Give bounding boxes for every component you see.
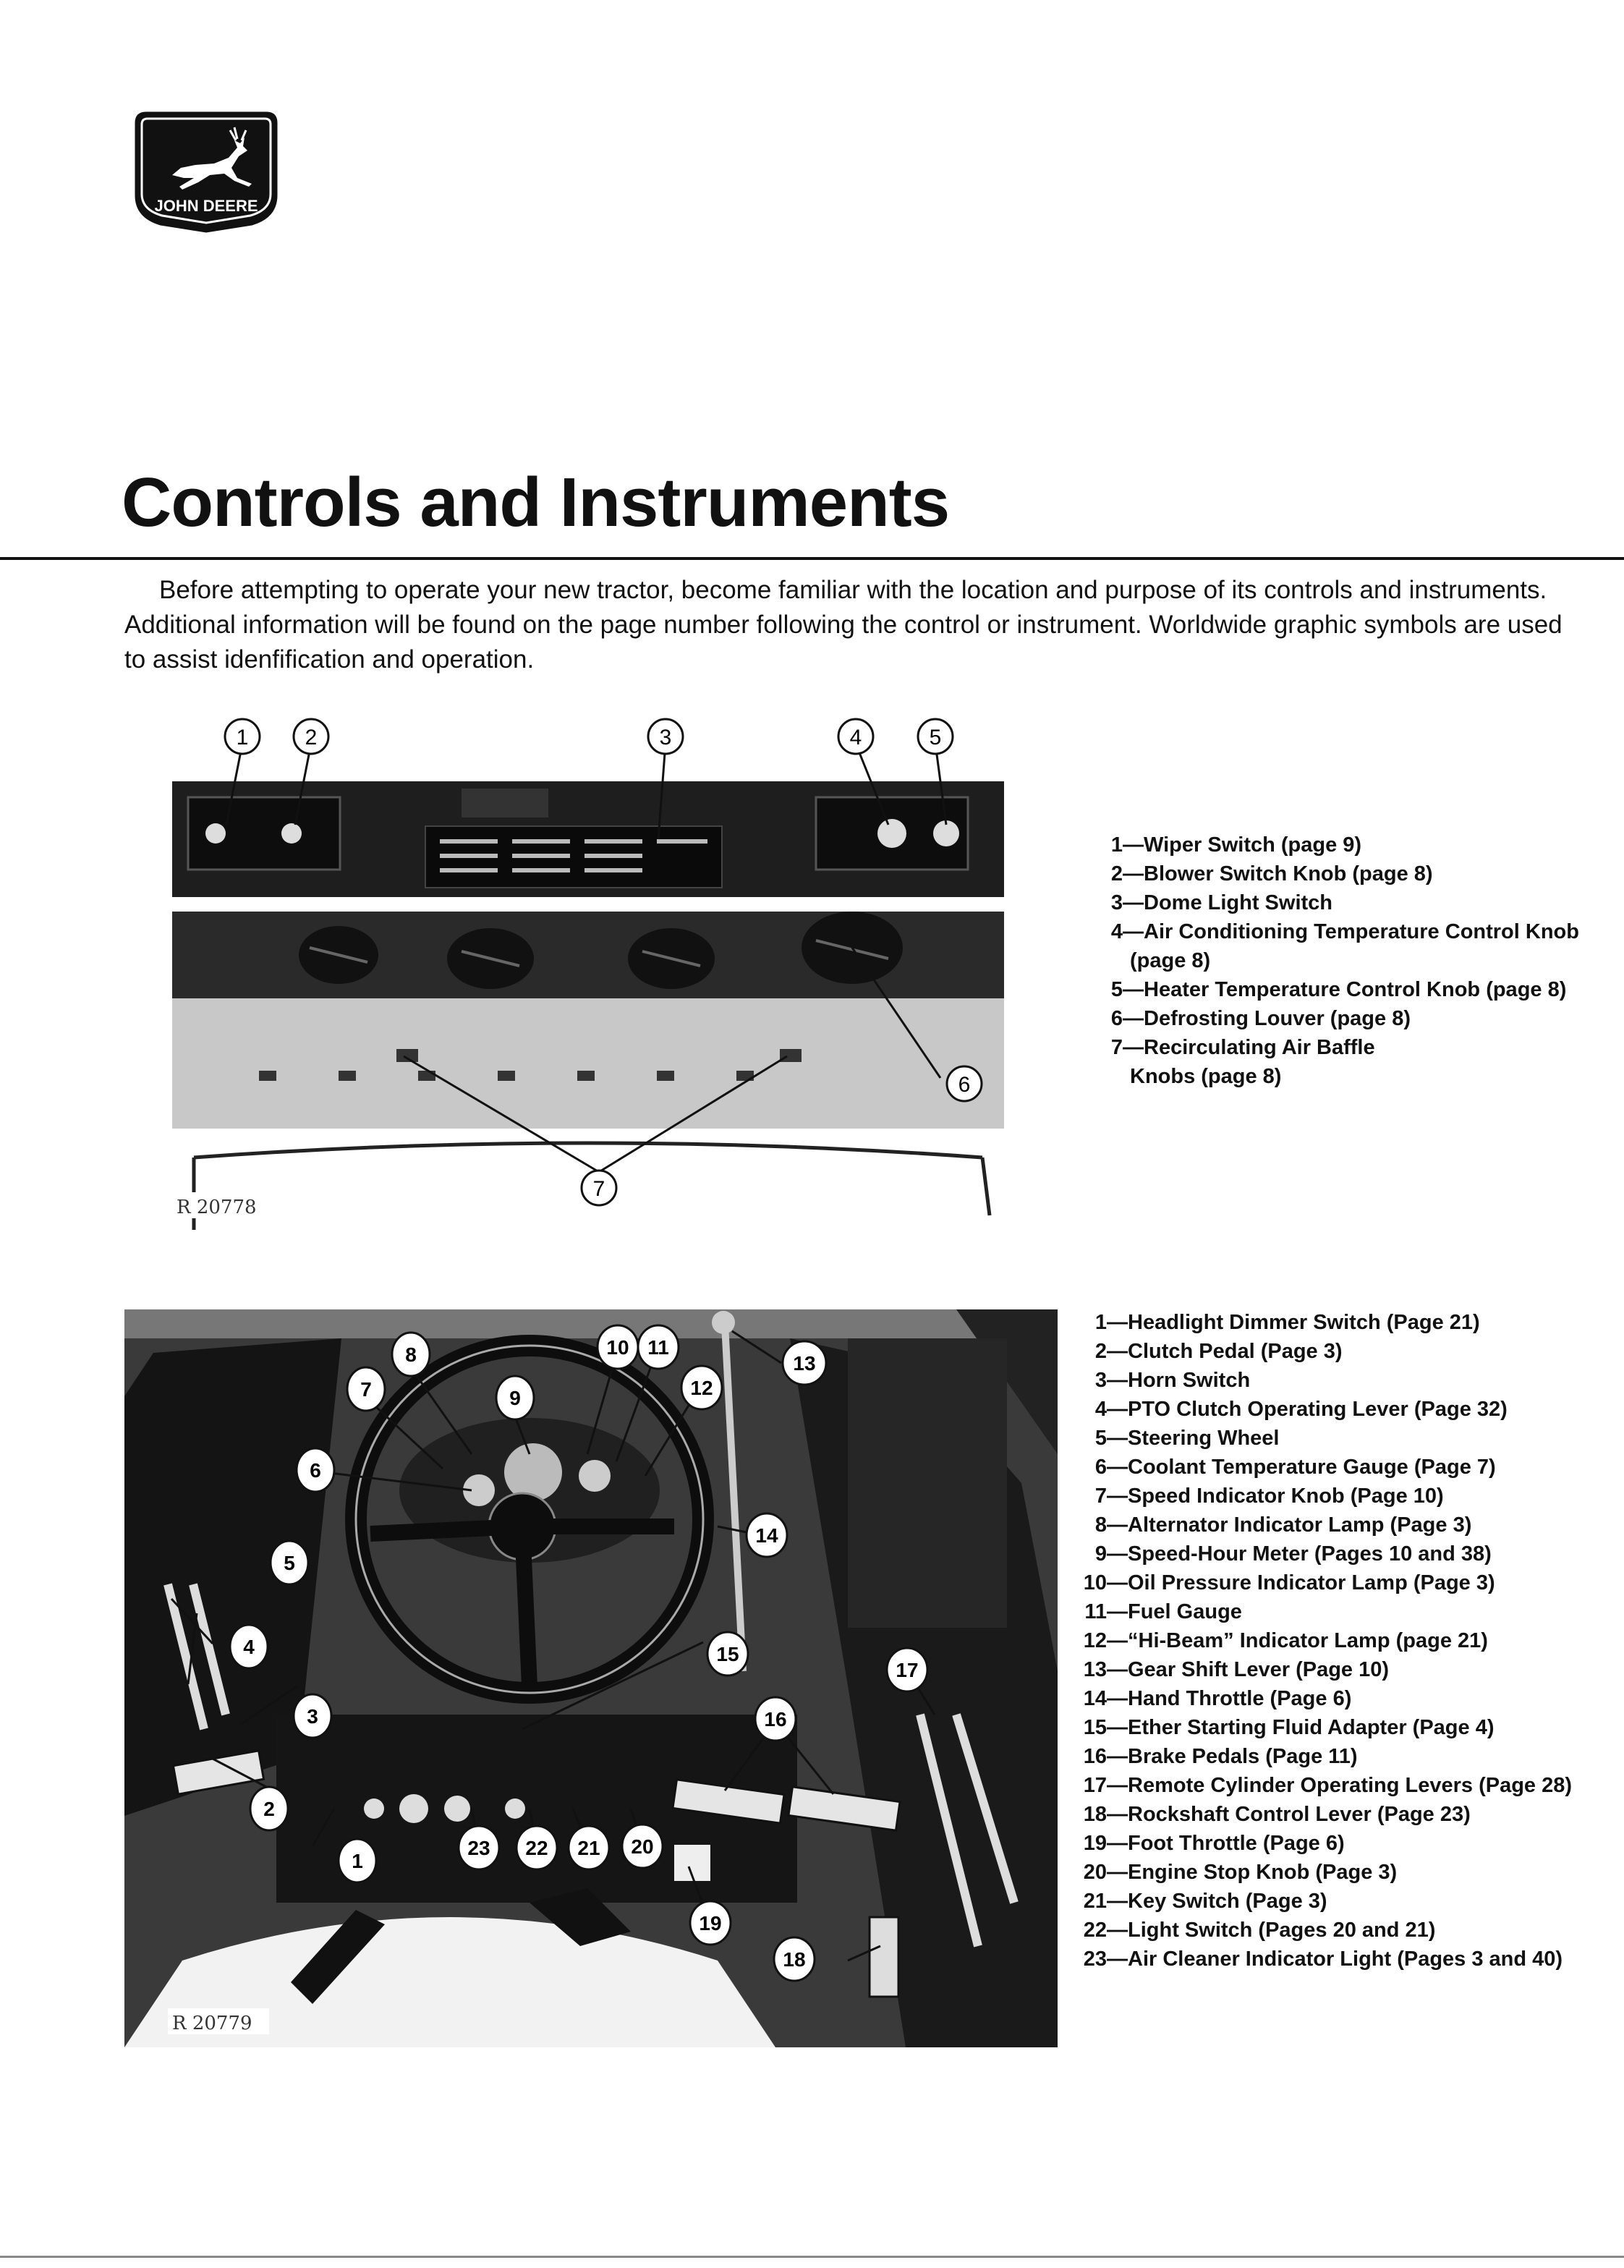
callout-22	[516, 1826, 557, 1869]
legend-operator-station	[1062, 1308, 1612, 1974]
legend-text: Key Switch (Page 3)	[1128, 1890, 1327, 1913]
legend-item: 18—Rockshaft Control Lever (Page 23)	[1062, 1800, 1612, 1829]
legend-number: 20	[1083, 1861, 1107, 1884]
legend-number: 1	[1110, 833, 1123, 857]
svg-text:8: 8	[405, 1343, 417, 1366]
legend-item: 17—Remote Cylinder Operating Levers (Page 28)	[1062, 1771, 1612, 1800]
legend-text: Foot Throttle (Page 6)	[1128, 1832, 1345, 1855]
legend-number: 18	[1083, 1803, 1107, 1826]
legend-number: 4	[1110, 920, 1123, 943]
svg-text:23: 23	[467, 1837, 490, 1859]
legend-text: Hand Throttle (Page 6)	[1128, 1687, 1352, 1710]
callout-21	[569, 1826, 609, 1869]
operator-station-photo	[124, 1309, 1058, 2047]
legend-number: 6	[1094, 1456, 1107, 1479]
callout-19	[690, 1901, 731, 1945]
legend-overhead	[1078, 831, 1599, 1091]
legend-number: 19	[1083, 1832, 1107, 1855]
legend-text: Air Cleaner Indicator Light (Pages 3 and 40)	[1128, 1948, 1563, 1971]
callout-4	[230, 1625, 268, 1668]
legend-text: Oil Pressure Indicator Lamp (Page 3)	[1128, 1571, 1495, 1594]
callout-6	[947, 1066, 982, 1101]
legend-number: 21	[1083, 1890, 1107, 1913]
legend-item: 13—Gear Shift Lever (Page 10)	[1062, 1655, 1612, 1684]
legend-text: Dome Light Switch	[1144, 891, 1332, 914]
callout-18	[774, 1937, 815, 1981]
legend-text: Fuel Gauge	[1128, 1600, 1242, 1623]
legend-text: Wiper Switch (page 9)	[1144, 833, 1362, 857]
legend-number: 4	[1094, 1398, 1107, 1421]
callout-3	[294, 1694, 331, 1738]
legend-number: 16	[1083, 1745, 1107, 1768]
svg-text:4: 4	[243, 1636, 255, 1658]
page-title: Controls and Instruments	[122, 464, 950, 541]
svg-text:21: 21	[577, 1837, 600, 1859]
callout-20	[622, 1825, 663, 1868]
callout-5	[918, 719, 953, 754]
svg-text:2: 2	[305, 726, 318, 749]
svg-text:6: 6	[958, 1073, 971, 1097]
legend-number: 15	[1083, 1716, 1107, 1739]
legend-number: 23	[1083, 1948, 1107, 1971]
callout-12	[681, 1366, 722, 1409]
legend-item: 6—Coolant Temperature Gauge (Page 7)	[1062, 1453, 1612, 1482]
legend-item: 2—Clutch Pedal (Page 3)	[1062, 1337, 1612, 1366]
legend-item: 14—Hand Throttle (Page 6)	[1062, 1684, 1612, 1713]
legend-number: 13	[1083, 1658, 1107, 1681]
legend-text: Clutch Pedal (Page 3)	[1128, 1340, 1343, 1363]
svg-text:16: 16	[764, 1708, 787, 1730]
legend-number: 17	[1083, 1774, 1107, 1797]
logo-text: JOHN DEERE	[154, 197, 258, 215]
legend-text: Remote Cylinder Operating Levers (Page 28)	[1128, 1774, 1573, 1797]
callout-1	[339, 1839, 376, 1882]
callout-10	[598, 1325, 638, 1369]
legend-text: Speed Indicator Knob (Page 10)	[1128, 1485, 1444, 1508]
legend-item: 6—Defrosting Louver (page 8)	[1078, 1004, 1599, 1033]
legend-item: 4—PTO Clutch Operating Lever (Page 32)	[1062, 1395, 1612, 1424]
callout-7	[582, 1171, 616, 1205]
legend-item: 22—Light Switch (Pages 20 and 21)	[1062, 1916, 1612, 1945]
svg-text:10: 10	[606, 1336, 629, 1359]
svg-text:13: 13	[793, 1352, 816, 1375]
svg-text:3: 3	[659, 726, 672, 749]
legend-text: Rockshaft Control Lever (Page 23)	[1128, 1803, 1471, 1826]
callout-6	[297, 1448, 334, 1492]
legend-item: 19—Foot Throttle (Page 6)	[1062, 1829, 1612, 1858]
figure-ref: R 20778	[177, 1197, 257, 1218]
legend-text: Steering Wheel	[1128, 1427, 1280, 1450]
legend-item: 15—Ether Starting Fluid Adapter (Page 4)	[1062, 1713, 1612, 1742]
legend-number: 3	[1110, 891, 1123, 914]
svg-text:1: 1	[352, 1850, 363, 1872]
svg-text:17: 17	[896, 1659, 919, 1681]
legend-number: 2	[1110, 862, 1123, 885]
legend-text: Air Conditioning Temperature Control Knob	[1144, 920, 1579, 943]
svg-text:18: 18	[783, 1948, 806, 1971]
legend-item: 11—Fuel Gauge	[1062, 1597, 1612, 1626]
legend-item: 9—Speed-Hour Meter (Pages 10 and 38)	[1062, 1539, 1612, 1568]
legend-text: Heater Temperature Control Knob (page 8)	[1144, 978, 1567, 1001]
svg-text:3: 3	[307, 1705, 318, 1728]
legend-text-continued: Knobs (page 8)	[1130, 1065, 1282, 1088]
legend-text: “Hi-Beam” Indicator Lamp (page 21)	[1128, 1629, 1488, 1652]
legend-number: 14	[1083, 1687, 1107, 1710]
legend-text: Headlight Dimmer Switch (Page 21)	[1128, 1311, 1480, 1334]
callout-2	[250, 1787, 288, 1830]
title-rule	[0, 557, 1624, 560]
legend-number: 3	[1094, 1369, 1107, 1392]
callout-15	[707, 1632, 748, 1675]
legend-item: 5—Steering Wheel	[1062, 1424, 1612, 1453]
intro-text: Before attempting to operate your new tractor, become familiar with the location and purpose of its controls and instruments. Additional information will be found on the page number following the control or instrument. Worldwide graphic symbols are used to assist idenfification and operation.	[124, 576, 1563, 674]
legend-item: 23—Air Cleaner Indicator Light (Pages 3 and 40)	[1062, 1945, 1612, 1974]
svg-text:12: 12	[690, 1377, 713, 1399]
legend-item: 3—Dome Light Switch	[1078, 888, 1599, 917]
john-deere-logo	[129, 109, 284, 233]
legend-number: 10	[1083, 1571, 1107, 1594]
svg-text:20: 20	[631, 1835, 654, 1858]
svg-text:1: 1	[236, 726, 249, 749]
legend-text: Ether Starting Fluid Adapter (Page 4)	[1128, 1716, 1495, 1739]
callout-2	[294, 719, 328, 754]
legend-item: 5—Heater Temperature Control Knob (page 8)	[1078, 975, 1599, 1004]
svg-text:15: 15	[716, 1643, 739, 1665]
legend-text: Recirculating Air Baffle	[1144, 1036, 1375, 1059]
svg-text:2: 2	[263, 1798, 275, 1820]
legend-number: 2	[1094, 1340, 1107, 1363]
legend-item: 20—Engine Stop Knob (Page 3)	[1062, 1858, 1612, 1887]
callout-7	[347, 1367, 385, 1411]
callout-8	[392, 1333, 430, 1376]
legend-text: Engine Stop Knob (Page 3)	[1128, 1861, 1398, 1884]
legend-number: 9	[1094, 1542, 1107, 1566]
svg-text:4: 4	[849, 726, 862, 749]
legend-item: 3—Horn Switch	[1062, 1366, 1612, 1395]
footer-rule	[0, 2256, 1624, 2258]
legend-item: 7—Speed Indicator Knob (Page 10)	[1062, 1482, 1612, 1511]
legend-item: 4—Air Conditioning Temperature Control Knob (page 8)	[1078, 917, 1599, 975]
legend-item: 7—Recirculating Air Baffle Knobs (page 8)	[1078, 1033, 1599, 1091]
legend-text: Blower Switch Knob (page 8)	[1144, 862, 1433, 885]
callout-4	[838, 719, 873, 754]
legend-number: 22	[1083, 1919, 1107, 1942]
legend-item: 8—Alternator Indicator Lamp (Page 3)	[1062, 1511, 1612, 1539]
legend-number: 5	[1094, 1427, 1107, 1450]
svg-text:5: 5	[929, 726, 942, 749]
svg-text:7: 7	[592, 1177, 605, 1201]
svg-text:7: 7	[360, 1378, 372, 1401]
legend-number: 5	[1110, 978, 1123, 1001]
svg-text:19: 19	[699, 1912, 722, 1934]
legend-item: 21—Key Switch (Page 3)	[1062, 1887, 1612, 1916]
svg-text:5: 5	[284, 1552, 295, 1574]
legend-item: 10—Oil Pressure Indicator Lamp (Page 3)	[1062, 1568, 1612, 1597]
legend-text: Speed-Hour Meter (Pages 10 and 38)	[1128, 1542, 1492, 1566]
legend-number: 6	[1110, 1007, 1123, 1030]
legend-text: Horn Switch	[1128, 1369, 1251, 1392]
callout-3	[648, 719, 683, 754]
callout-14	[747, 1513, 787, 1557]
overhead-console-photo	[172, 709, 1004, 1230]
callout-1	[225, 719, 260, 754]
legend-number: 11	[1084, 1600, 1107, 1623]
legend-item: 16—Brake Pedals (Page 11)	[1062, 1742, 1612, 1771]
legend-number: 12	[1083, 1629, 1107, 1652]
legend-item: 2—Blower Switch Knob (page 8)	[1078, 859, 1599, 888]
legend-text: PTO Clutch Operating Lever (Page 32)	[1128, 1398, 1508, 1421]
legend-item: 1—Headlight Dimmer Switch (Page 21)	[1062, 1308, 1612, 1337]
legend-text-continued: (page 8)	[1130, 949, 1211, 972]
svg-text:22: 22	[525, 1837, 548, 1859]
legend-text: Light Switch (Pages 20 and 21)	[1128, 1919, 1436, 1942]
legend-number: 8	[1094, 1513, 1107, 1537]
legend-text: Coolant Temperature Gauge (Page 7)	[1128, 1456, 1496, 1479]
legend-number: 7	[1094, 1485, 1107, 1508]
legend-item: 1—Wiper Switch (page 9)	[1078, 831, 1599, 859]
callout-9	[496, 1376, 534, 1419]
legend-text: Brake Pedals (Page 11)	[1128, 1745, 1358, 1768]
legend-number: 7	[1110, 1036, 1123, 1059]
intro-paragraph	[124, 573, 1571, 677]
svg-text:9: 9	[509, 1387, 521, 1409]
legend-number: 1	[1094, 1311, 1107, 1334]
callout-17	[887, 1648, 927, 1691]
callout-13	[783, 1341, 826, 1385]
legend-text: Gear Shift Lever (Page 10)	[1128, 1658, 1390, 1681]
svg-text:11: 11	[647, 1336, 669, 1359]
callout-16	[755, 1697, 796, 1741]
legend-text: Alternator Indicator Lamp (Page 3)	[1128, 1513, 1472, 1537]
svg-text:14: 14	[755, 1524, 778, 1547]
callout-11	[638, 1325, 679, 1369]
callout-23	[459, 1826, 499, 1869]
legend-text: Defrosting Louver (page 8)	[1144, 1007, 1411, 1030]
figure-ref: R 20779	[172, 2013, 252, 2034]
legend-item: 12—“Hi-Beam” Indicator Lamp (page 21)	[1062, 1626, 1612, 1655]
svg-text:6: 6	[310, 1459, 321, 1482]
callout-5	[271, 1541, 308, 1584]
